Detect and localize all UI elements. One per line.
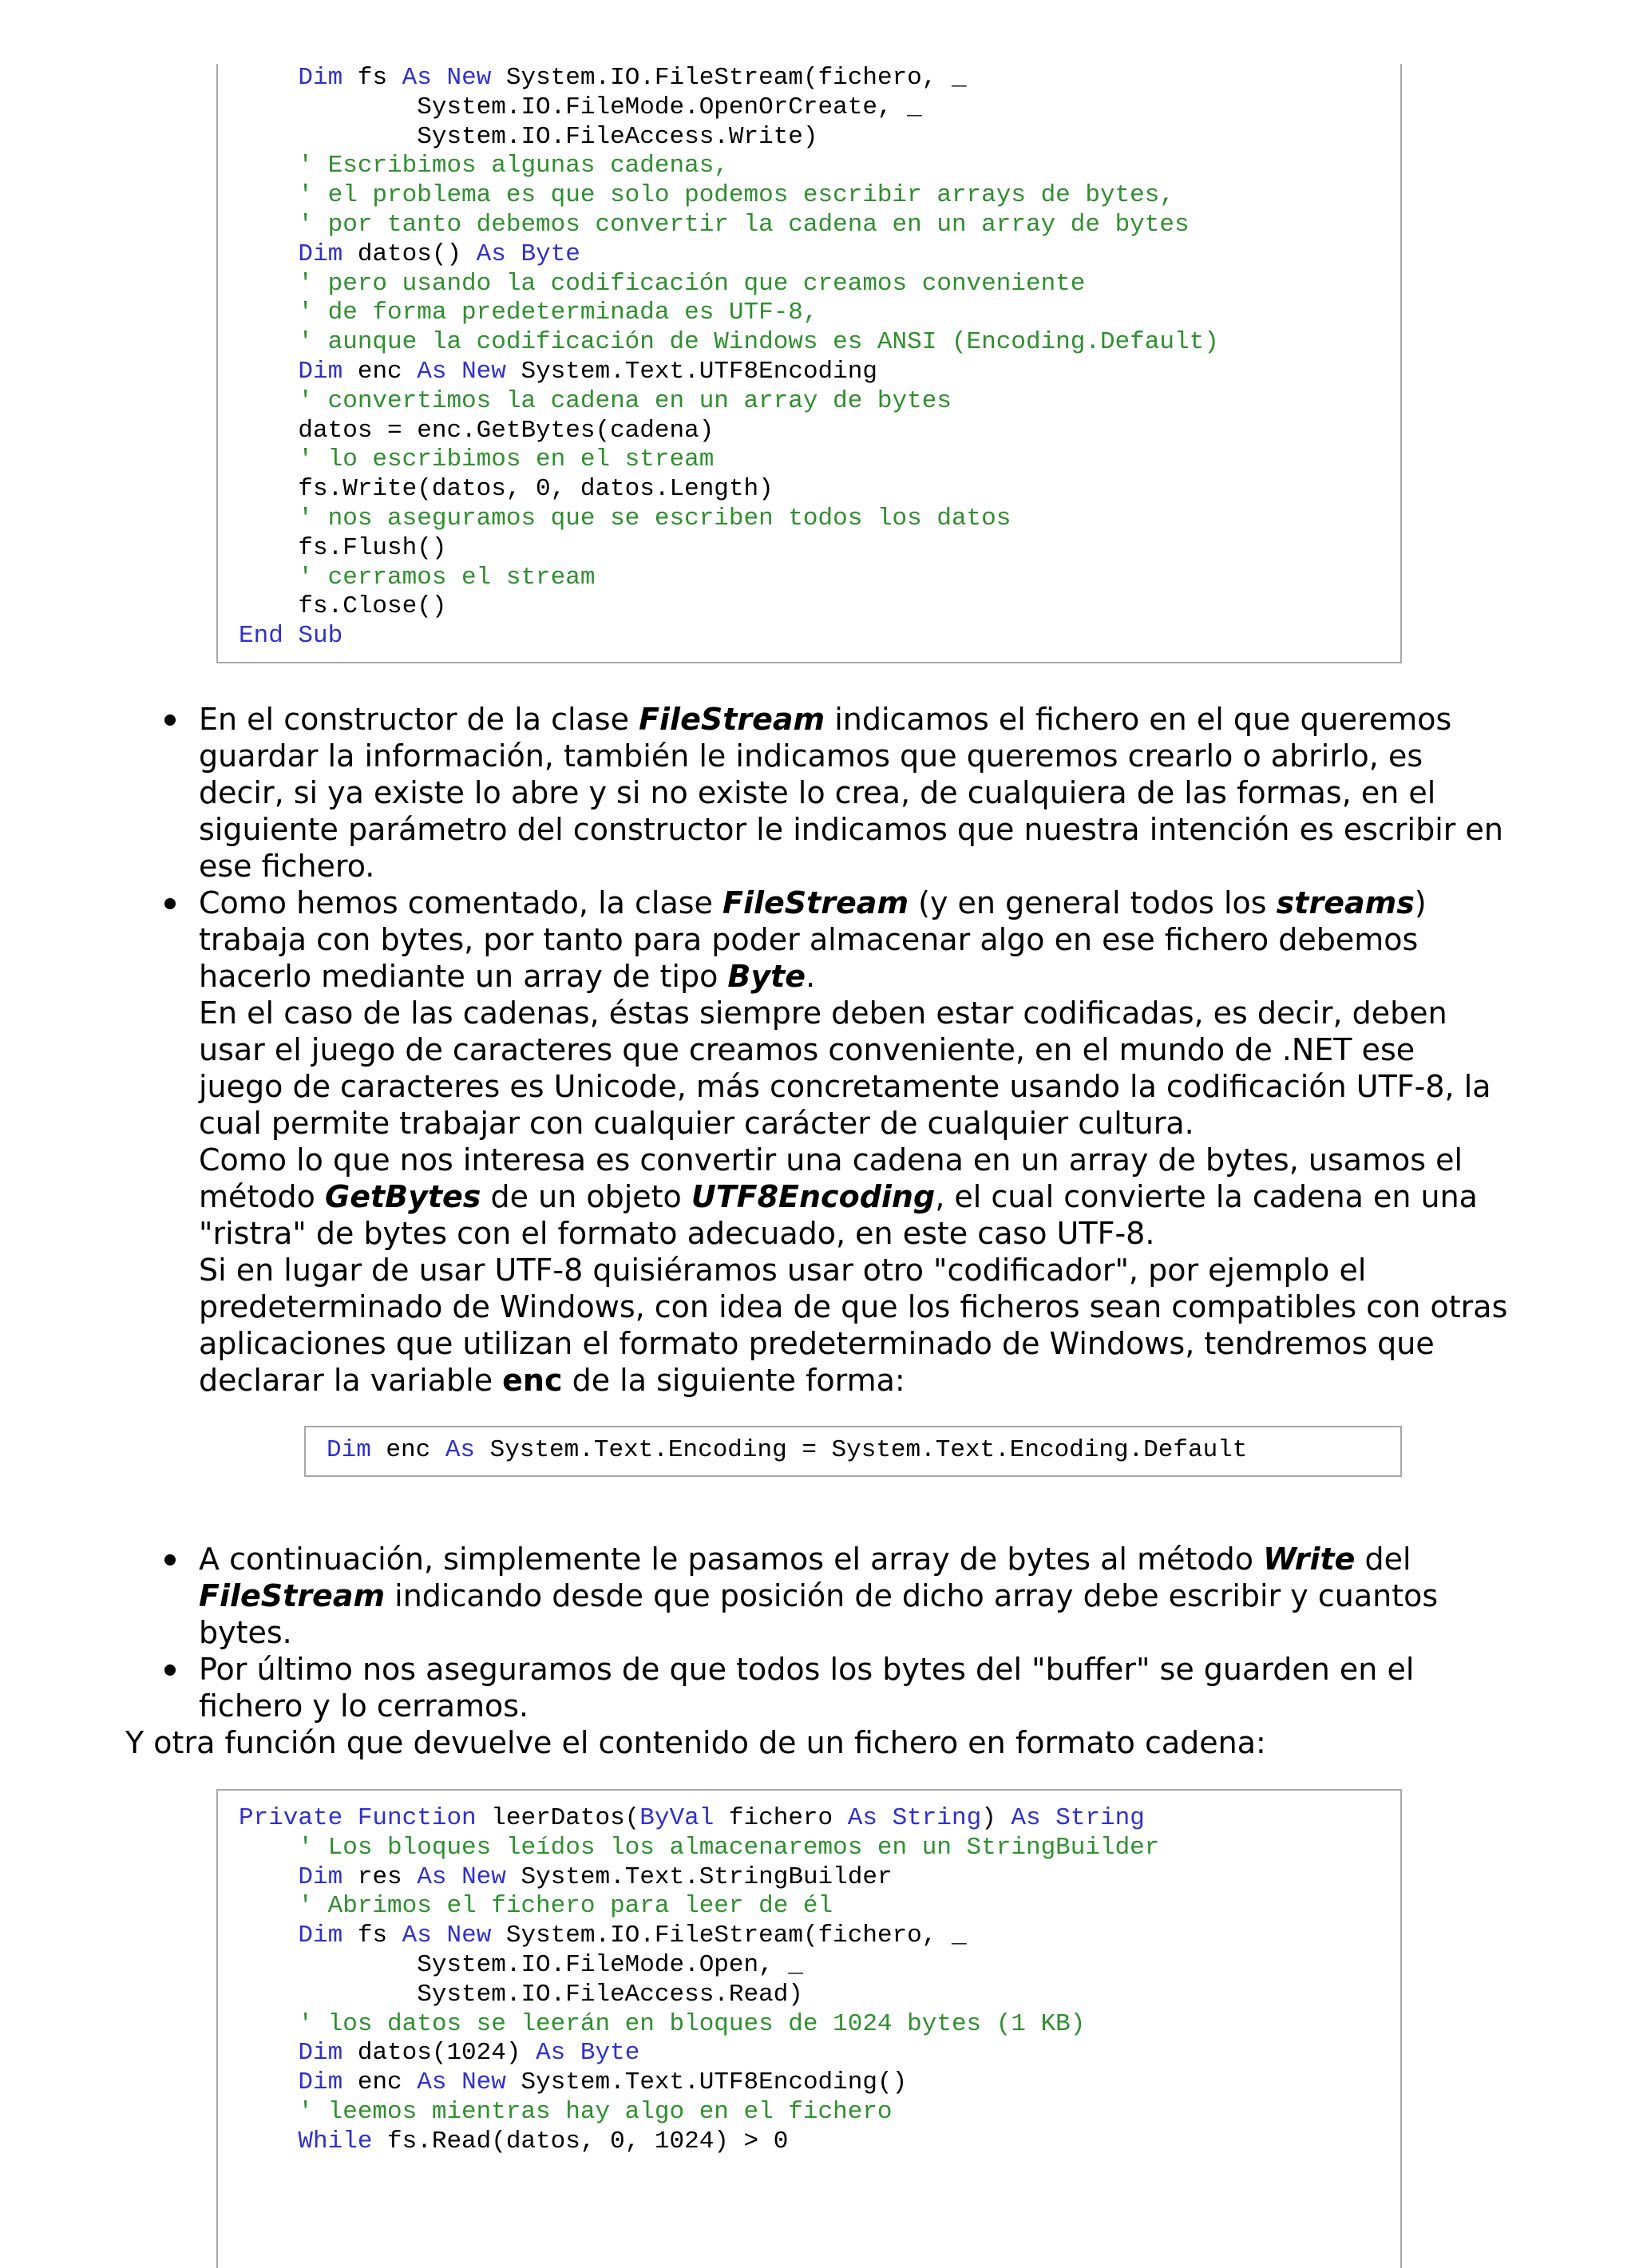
code-text: System.IO.FileAccess.Write) (239, 122, 818, 151)
code-text: fs.Read(datos, 0, 1024) > 0 (372, 2127, 789, 2155)
code-comment: ' los datos se leerán en bloques de 1024 bytes (1 KB) (239, 2009, 1086, 2038)
code-keyword: String (1055, 1804, 1145, 1832)
code-keyword: ByVal (639, 1804, 715, 1832)
bullet-text: (y en general todos los (909, 885, 1277, 920)
code-line (239, 505, 1400, 534)
code-line (239, 1892, 1400, 1922)
bold-term: enc (502, 1363, 563, 1398)
bullet-item (199, 1541, 1508, 1651)
code-keyword: Byte (580, 2039, 640, 2068)
code-text: datos() (342, 239, 477, 268)
code-comment: ' leemos mientras hay algo en el fichero (239, 2097, 893, 2126)
code-line (239, 564, 1400, 593)
bullet-dot-icon (164, 898, 176, 909)
code-text: fs.Write(datos, 0, datos.Length) (239, 475, 774, 504)
code-text: fichero (714, 1804, 848, 1832)
code-line (239, 445, 1400, 475)
code-text (446, 1863, 461, 1891)
code-keyword: Dim (239, 357, 343, 386)
code-comment: ' el problema es que solo podemos escribir arrays de bytes, (239, 181, 1174, 210)
code-text: fs.Flush() (239, 533, 447, 562)
code-keyword: As (536, 2039, 566, 2068)
code-comment: ' pero usando la codificación que creamos conveniente (239, 269, 1086, 298)
code-text: fs (342, 1922, 402, 1950)
emphasis-term: GetBytes (325, 1179, 481, 1214)
code-text: leerDatos( (476, 1804, 640, 1832)
code-text: System.Text.UTF8Encoding() (505, 2068, 908, 2097)
bullet-dot-icon (164, 1664, 176, 1676)
code-line (239, 358, 1400, 387)
code-keyword: Dim (239, 2068, 343, 2097)
code-keyword: Byte (521, 239, 580, 268)
bullet-text: del (1355, 1542, 1411, 1577)
bullet-text: . (806, 959, 816, 994)
code-line (239, 299, 1400, 328)
bullet-text: Como hemos comentado, la clase (199, 885, 722, 920)
code-keyword: As (402, 1922, 432, 1950)
code-comment: ' por tanto debemos convertir la cadena en un array de bytes (239, 210, 1190, 239)
code-text: System.IO.FileMode.OpenOrCreate, _ (239, 93, 922, 121)
code-text: enc (342, 357, 418, 386)
bullet-text: ) trabaja con bytes, por tanto para poder almacenar algo en ese fichero debemos hacerlo mediante un array de tipo (199, 885, 1427, 994)
code-keyword: Dim (239, 1922, 343, 1950)
emphasis-term: FileStream (639, 702, 825, 737)
code-keyword: As (847, 1804, 877, 1832)
code-line (239, 534, 1400, 564)
emphasis-term: streams (1276, 885, 1415, 920)
emphasis-term: Write (1263, 1542, 1356, 1577)
bullet-text: de la siguiente forma: (562, 1363, 905, 1398)
emphasis-term: FileStream (722, 885, 909, 920)
code-text: System.IO.FileStream(fichero, _ (491, 64, 967, 92)
bullet-text: A continuación, simplemente le pasamos el array de bytes al método (199, 1542, 1264, 1577)
bullet-dot-icon (164, 1554, 176, 1565)
code-line (239, 2127, 1400, 2157)
code-text: System.Text.Encoding = System.Text.Encoding.Default (475, 1436, 1248, 1464)
bullet-item (199, 885, 1508, 1399)
code-keyword: New (446, 64, 492, 92)
code-text: enc (370, 1436, 445, 1464)
code-line (239, 2039, 1400, 2068)
code-line (239, 152, 1400, 181)
code-keyword: As (476, 239, 506, 268)
code-line (239, 270, 1400, 299)
code-text: ) (981, 1804, 1011, 1832)
bullet-text: indicando desde que posición de dicho array debe escribir y cuantos bytes. (199, 1578, 1439, 1650)
code-text (446, 2068, 461, 2096)
code-text: System.IO.FileStream(fichero, _ (491, 1922, 967, 1950)
code-text (565, 2039, 580, 2067)
code-comment: ' Abrimos el fichero para leer de él (239, 1892, 833, 1921)
code-line (239, 181, 1400, 211)
code-line (239, 1981, 1400, 2010)
code-keyword: As (1011, 1804, 1041, 1832)
bullet-text: indicamos el fichero en el que queremos guardar la información, también le indicamos que queremos crearlo o abrirlo, es decir, si ya existe lo abre y si no existe lo crea, de cualquiera de las formas, en el siguiente parámetro del constructor le indicamos que nuestra intención es escribir en ese fichero. (199, 702, 1503, 884)
bullet-text: , el cual convierte la cadena en una "ristra" de bytes con el formato adecuado, en este caso UTF-8. (199, 1179, 1478, 1251)
code-keyword: As (417, 2068, 447, 2097)
code-block-write (216, 64, 1402, 663)
code-text (506, 240, 521, 268)
code-keyword: New (461, 1862, 506, 1891)
code-text: System.Text.UTF8Encoding (505, 357, 877, 386)
code-comment: ' nos aseguramos que se escriben todos los datos (239, 504, 1011, 532)
code-line (239, 1804, 1400, 1834)
bullet-text: Por último nos aseguramos de que todos los bytes del "buffer" se guarden en el fichero y lo cerramos. (199, 1652, 1415, 1724)
code-keyword: Dim (239, 239, 343, 268)
code-line (239, 417, 1400, 446)
code-comment: ' cerramos el stream (239, 563, 596, 592)
code-text: System.Text.StringBuilder (505, 1862, 893, 1891)
code-line (239, 211, 1400, 240)
code-line (239, 1863, 1400, 1893)
code-line (239, 123, 1400, 152)
explanation-bullet-list (199, 701, 1508, 1399)
code-line (327, 1436, 1400, 1466)
code-text: enc (342, 2068, 418, 2097)
bullet-item (199, 701, 1508, 885)
code-keyword: New (461, 357, 506, 386)
bullet-text: Si en lugar de usar UTF-8 quisiéramos usar otro "codificador", por ejemplo el predeterminado de Windows, con idea de que los ficheros sean compatibles con otras aplicaciones que utilizan el formato predeterminado de Windows, tendremos que declarar la variable (199, 1253, 1508, 1398)
code-text (1041, 1804, 1056, 1832)
intro-paragraph: Y otra función que devuelve el contenido de un fichero en formato cadena: (125, 1725, 1266, 1760)
code-keyword: String (892, 1804, 982, 1832)
code-line (239, 240, 1400, 270)
code-keyword: As (417, 1862, 447, 1891)
code-keyword: Dim (239, 64, 343, 92)
code-line (239, 2098, 1400, 2127)
emphasis-term: Byte (727, 959, 806, 994)
code-keyword: End Sub (239, 622, 343, 651)
code-text (446, 358, 461, 386)
code-line (239, 475, 1400, 505)
code-keyword: Dim (239, 1862, 343, 1891)
code-line (239, 64, 1400, 93)
code-line (239, 2068, 1400, 2098)
code-block-read (216, 1789, 1402, 2268)
code-text: fs (342, 64, 402, 92)
code-keyword: As (417, 357, 447, 386)
code-keyword: Dim (327, 1436, 371, 1464)
explanation-bullet-list-2 (199, 1541, 1508, 1724)
code-line (239, 328, 1400, 358)
code-keyword: Private Function (239, 1804, 477, 1832)
code-line (239, 2010, 1400, 2040)
code-comment: ' Los bloques leídos los almacenaremos en un StringBuilder (239, 1833, 1160, 1862)
code-text (877, 1804, 893, 1832)
code-text: res (342, 1862, 418, 1891)
code-text: System.IO.FileMode.Open, _ (239, 1950, 803, 1979)
code-keyword: As (445, 1436, 476, 1464)
bullet-dot-icon (164, 714, 176, 726)
bullet-text: En el caso de las cadenas, éstas siempre deben estar codificadas, es decir, deben usar el juego de caracteres que creamos conveniente, en el mundo de .NET ese juego de caracteres es Unicode, más concretamente usando la codificación UTF-8, la cual permite trabajar con cualquier carácter de cualquier cultura. (199, 995, 1491, 1141)
code-keyword: As (402, 64, 432, 92)
code-comment: ' de forma predeterminada es UTF-8, (239, 299, 818, 327)
code-text: System.IO.FileAccess.Read) (239, 1980, 803, 2009)
code-keyword: Dim (239, 2039, 343, 2068)
code-line (239, 622, 1400, 651)
code-comment: ' convertimos la cadena en un array de bytes (239, 386, 952, 415)
code-line (239, 1951, 1400, 1981)
code-keyword: New (446, 1922, 492, 1950)
code-block-encoding-default (304, 1426, 1402, 1477)
emphasis-term: UTF8Encoding (691, 1179, 936, 1214)
code-line (239, 1922, 1400, 1951)
code-text: datos(1024) (342, 2039, 536, 2068)
code-comment: ' Escribimos algunas cadenas, (239, 152, 729, 180)
code-text: fs.Close() (239, 592, 447, 621)
bullet-text: Como lo que nos interesa es convertir una cadena en un array de bytes, usamos el método (199, 1142, 1463, 1214)
code-text: datos = enc.GetBytes(cadena) (239, 416, 715, 445)
bullet-item (199, 1651, 1508, 1724)
bullet-text: En el constructor de la clase (199, 702, 639, 737)
code-keyword: New (461, 2068, 506, 2097)
code-comment: ' aunque la codificación de Windows es ANSI (Encoding.Default) (239, 328, 1219, 357)
code-text (432, 64, 447, 92)
code-line (239, 1834, 1400, 1863)
code-text (432, 1922, 447, 1949)
code-line (239, 93, 1400, 123)
code-keyword: While (239, 2127, 373, 2155)
code-comment: ' lo escribimos en el stream (239, 445, 715, 474)
code-line (239, 592, 1400, 622)
bullet-text: de un objeto (481, 1179, 691, 1214)
emphasis-term: FileStream (199, 1578, 386, 1613)
code-line (239, 387, 1400, 417)
